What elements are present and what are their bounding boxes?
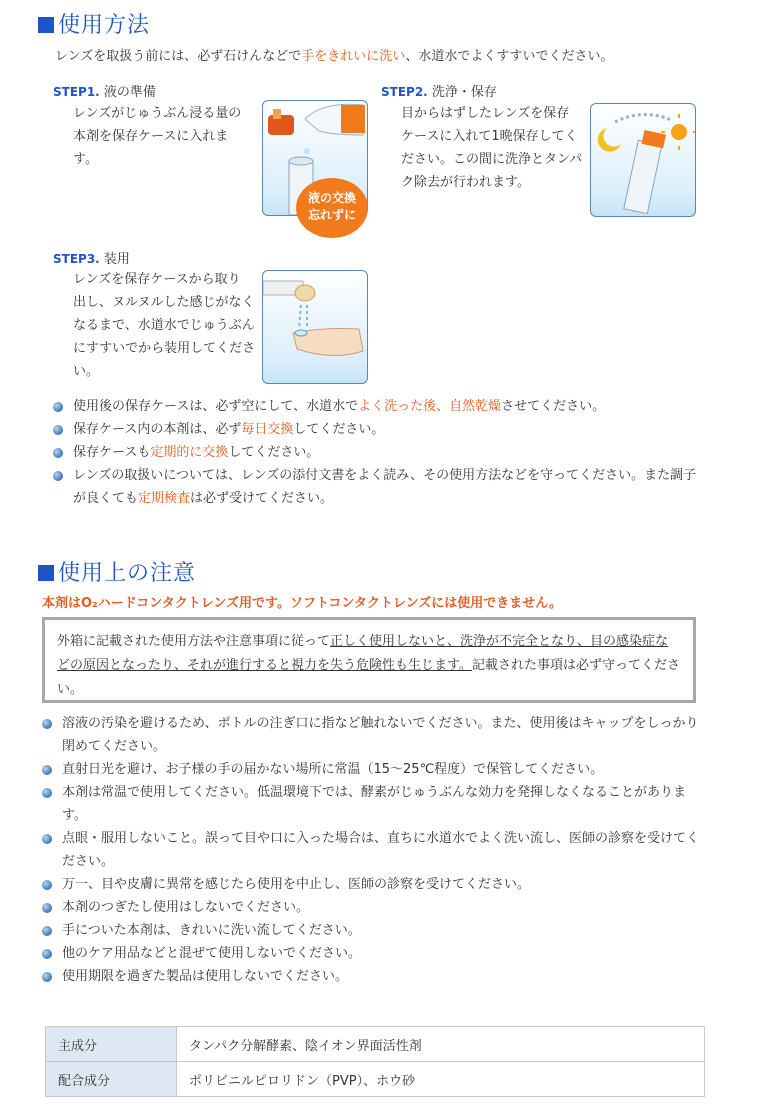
step3-illustration bbox=[262, 270, 368, 384]
ingredient-value: タンパク分解酵素、陰イオン界面活性剤 bbox=[177, 1027, 705, 1062]
list-item: 溶液の汚染を避けるため、ボトルの注ぎ口に指など触れないでください。また、使用後はキャップをしっかり閉めてください。 bbox=[42, 712, 702, 758]
step3-title: STEP3. 装用 bbox=[53, 252, 130, 267]
bullet-icon bbox=[42, 880, 52, 890]
step1-title: STEP1. 液の準備 bbox=[53, 85, 156, 100]
moon-sun-case-icon bbox=[591, 104, 695, 216]
caution-box: 外箱に記載された使用方法や注意事項に従って正しく使用しないと、洗浄が不完全となり、目の感染症などの原因となったり、それが進行すると視力を失う危険性も生じます。記載された事項は必ず守ってください。 bbox=[42, 617, 696, 703]
list-item: レンズの取扱いについては、レンズの添付文書をよく読み、その使用方法などを守ってください。また調子が良くても定期検査は必ず受けてください。 bbox=[53, 464, 703, 510]
bullet-icon bbox=[42, 719, 52, 729]
usage-heading: 使用方法 bbox=[38, 8, 150, 39]
hard-lens-warning: 本剤はO₂ハードコンタクトレンズ用です。ソフトコンタクトレンズには使用できません。 bbox=[42, 596, 562, 611]
list-item: 本剤は常温で使用してください。低温環境下では、酵素がじゅうぶんな効力を発揮しなくなることがあります。 bbox=[42, 781, 702, 827]
bullet-icon bbox=[42, 926, 52, 936]
precautions-list bbox=[42, 712, 702, 988]
bullet-icon bbox=[42, 949, 52, 959]
list-item: 本剤のつぎたし使用はしないでください。 bbox=[42, 896, 702, 919]
list-item: 保存ケースも定期的に交換してください。 bbox=[53, 441, 703, 464]
step1-text: レンズがじゅうぶん浸る量の 本剤を保存ケースに入れま す。 bbox=[73, 106, 242, 167]
usage-notes-list bbox=[53, 395, 703, 510]
square-bullet-icon bbox=[38, 17, 54, 33]
bullet-icon bbox=[53, 425, 63, 435]
bullet-icon bbox=[53, 402, 63, 412]
table-row bbox=[46, 1062, 705, 1097]
list-item: 万一、目や皮膚に異常を感じたら使用を中止し、医師の診察を受けてください。 bbox=[42, 873, 702, 896]
list-item: 点眼・服用しないこと。誤って目や口に入った場合は、直ちに水道水でよく洗い流し、医師の診察を受けてください。 bbox=[42, 827, 702, 873]
precautions-heading: 使用上の注意 bbox=[38, 556, 196, 587]
ingredient-key: 配合成分 bbox=[46, 1062, 177, 1097]
faucet-rinse-icon bbox=[263, 271, 367, 383]
table-row bbox=[46, 1027, 705, 1062]
list-item: 使用期限を過ぎた製品は使用しないでください。 bbox=[42, 965, 702, 988]
bullet-icon bbox=[53, 471, 63, 481]
step3-text: レンズを保存ケースから取り 出し、ヌルヌルした感じがなく なるまで、水道水でじゅうぶん にすすいでから装用してくださ い。 bbox=[73, 272, 256, 379]
bullet-icon bbox=[42, 903, 52, 913]
step2-title: STEP2. 洗浄・保存 bbox=[381, 85, 497, 100]
ingredient-value: ポリビニルピロリドン（PVP）、ホウ砂 bbox=[177, 1062, 705, 1097]
bullet-icon bbox=[42, 788, 52, 798]
square-bullet-icon bbox=[38, 565, 54, 581]
list-item: 保存ケース内の本剤は、必ず毎日交換してください。 bbox=[53, 418, 703, 441]
list-item: 使用後の保存ケースは、必ず空にして、水道水でよく洗った後、自然乾燥させてください。 bbox=[53, 395, 703, 418]
ingredient-key: 主成分 bbox=[46, 1027, 177, 1062]
list-item: 手についた本剤は、きれいに洗い流してください。 bbox=[42, 919, 702, 942]
step2-illustration bbox=[590, 103, 696, 217]
bullet-icon bbox=[42, 834, 52, 844]
step2-text: 目からはずしたレンズを保存 ケースに入れて1晩保存してく ださい。この間に洗浄とタンパ ク除去が行われます。 bbox=[401, 106, 583, 190]
bullet-icon bbox=[53, 448, 63, 458]
list-item: 他のケア用品などと混ぜて使用しないでください。 bbox=[42, 942, 702, 965]
list-item: 直射日光を避け、お子様の手の届かない場所に常温（15〜25℃程度）で保管してください。 bbox=[42, 758, 702, 781]
bullet-icon bbox=[42, 765, 52, 775]
bullet-icon bbox=[42, 972, 52, 982]
intro-text: レンズを取扱う前には、必ず石けんなどで手をきれいに洗い、水道水でよくすすいでください。 bbox=[55, 49, 614, 64]
ingredients-table bbox=[45, 1026, 705, 1097]
liquid-change-badge: 液の交換 忘れずに bbox=[296, 178, 368, 238]
